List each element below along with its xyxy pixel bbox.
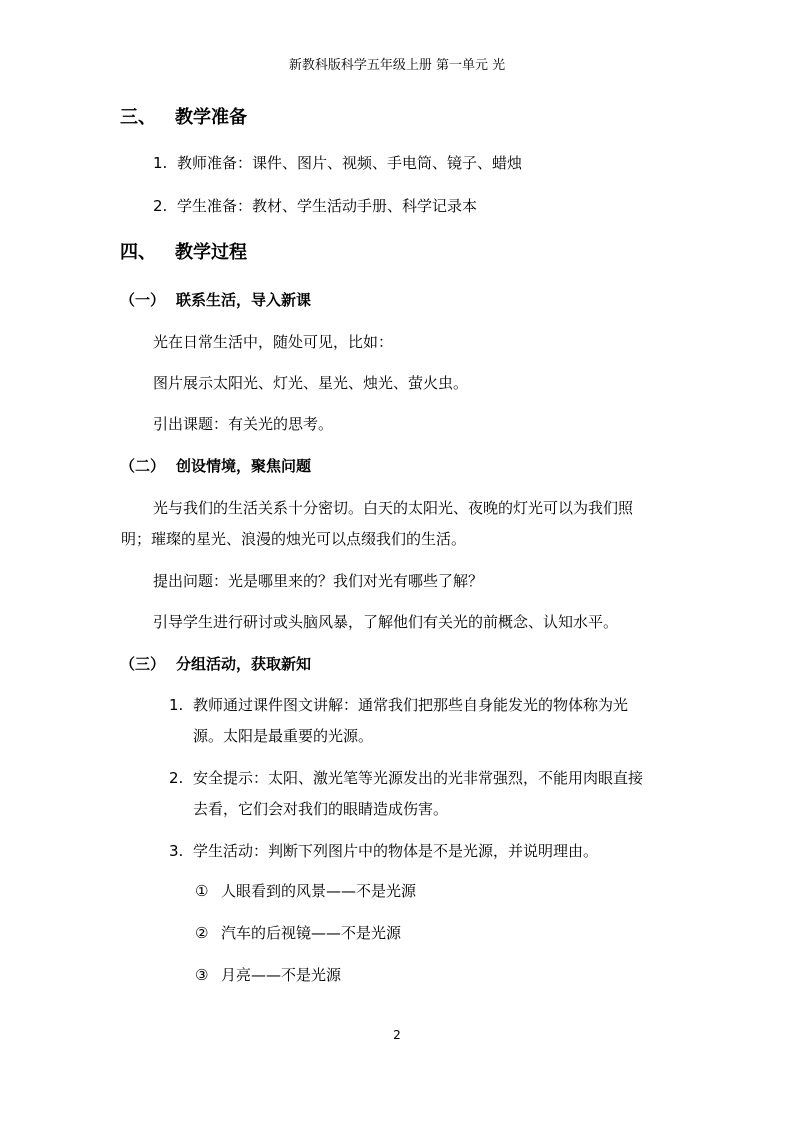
sub-list-item (195, 881, 416, 901)
list-item-number: 3. (169, 842, 184, 860)
list-item-text: 安全提示：太阳、激光笔等光源发出的光非常强烈，不能用肉眼直接 (193, 769, 644, 787)
section-title: 教学准备 (175, 107, 247, 128)
paragraph: 提出问题：光是哪里来的？我们对光有哪些了解？ (153, 572, 484, 590)
subsection-title: 创设情境，聚焦问题 (176, 457, 312, 475)
sub-list-item (195, 965, 341, 985)
subsection-heading (120, 654, 311, 674)
list-item-number: 1. (169, 696, 184, 714)
subsection-title: 分组活动，获取新知 (176, 655, 312, 673)
list-item-text: 学生活动：判断下列图片中的物体是不是光源，并说明理由。 (193, 842, 599, 860)
paragraph: 引出课题：有关光的思考。 (153, 415, 334, 433)
paragraph: 图片展示太阳光、灯光、星光、烛光、萤火虫。 (153, 374, 469, 392)
subsection-heading (120, 456, 311, 476)
section-number: 四、 (120, 242, 156, 263)
sub-list-item (195, 923, 401, 943)
list-item-text: 教师准备：课件、图片、视频、手电筒、镜子、蜡烛 (177, 154, 523, 172)
section-number: 三、 (120, 107, 156, 128)
paragraph: 光在日常生活中，随处可见，比如： (153, 333, 394, 351)
list-item-text: 学生准备：教材、学生活动手册、科学记录本 (177, 197, 478, 215)
list-item (153, 196, 477, 216)
page-header: 新教科版科学五年级上册 第一单元 光 (288, 58, 506, 73)
subsection-number: （二） (120, 457, 166, 475)
paragraph: 引导学生进行研讨或头脑风暴，了解他们有关光的前概念、认知水平。 (153, 613, 619, 631)
sub-list-item-text: 人眼看到的风景——不是光源 (221, 882, 417, 900)
sub-list-item-marker: ③ (195, 966, 209, 984)
list-item-continuation: 去看，它们会对我们的眼睛造成伤害。 (193, 800, 449, 818)
list-item-number: 2. (153, 197, 168, 215)
section-heading (120, 107, 247, 129)
subsection-heading (120, 290, 311, 310)
list-item (169, 695, 628, 715)
list-item (169, 768, 643, 788)
section-title: 教学过程 (175, 242, 247, 263)
paragraph-line: 明；璀璨的星光、浪漫的烛光可以点缀我们的生活。 (121, 530, 467, 548)
paragraph-line: 光与我们的生活关系十分密切。白天的太阳光、夜晚的灯光可以为我们照 (153, 499, 634, 517)
sub-list-item-text: 汽车的后视镜——不是光源 (221, 924, 402, 942)
list-item-continuation: 源。太阳是最重要的光源。 (193, 727, 374, 745)
sub-list-item-text: 月亮——不是光源 (221, 966, 342, 984)
list-item-number: 1. (153, 154, 168, 172)
section-heading (120, 242, 247, 264)
subsection-title: 联系生活，导入新课 (176, 291, 312, 309)
list-item-text: 教师通过课件图文讲解：通常我们把那些自身能发光的物体称为光 (193, 696, 629, 714)
list-item (169, 841, 598, 861)
list-item-number: 2. (169, 769, 184, 787)
subsection-number: （一） (120, 291, 166, 309)
subsection-number: （三） (120, 655, 166, 673)
list-item (153, 153, 522, 173)
sub-list-item-marker: ① (195, 882, 209, 900)
page-number: 2 (393, 1028, 401, 1042)
sub-list-item-marker: ② (195, 924, 209, 942)
